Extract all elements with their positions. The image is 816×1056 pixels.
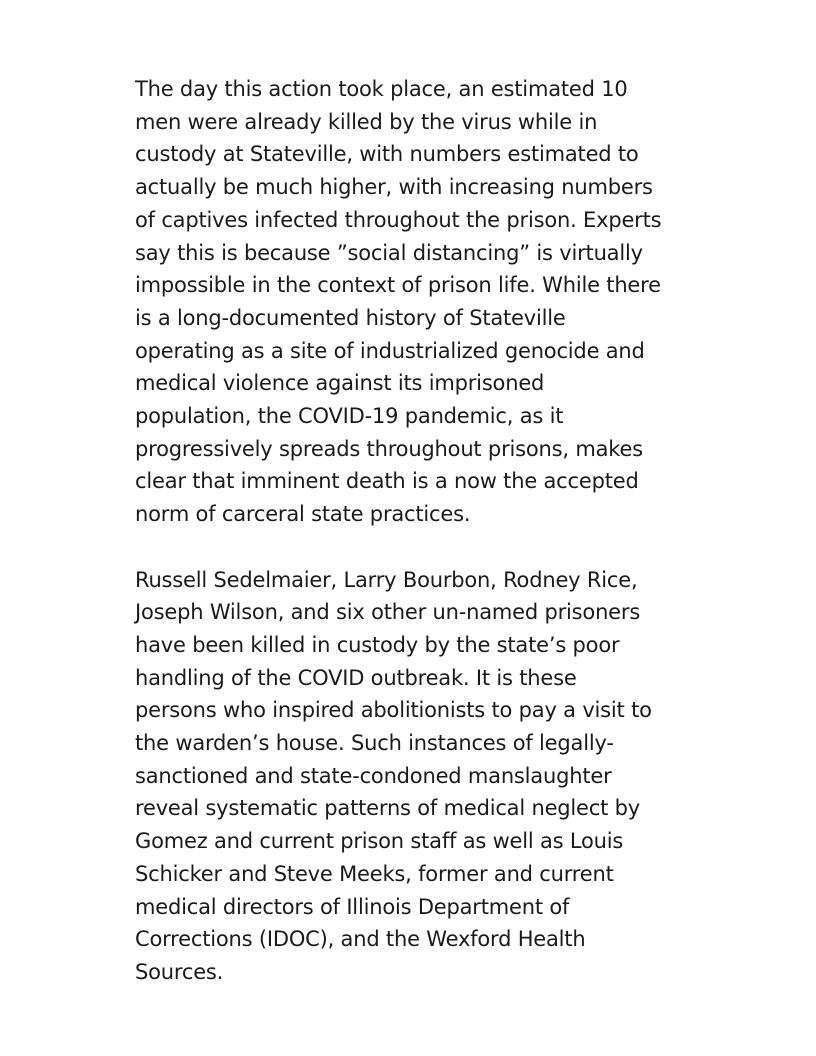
text-line: impossible in the context of prison life. While there <box>135 273 661 298</box>
text-line: is a long-documented history of Stateville <box>135 305 566 330</box>
text-line: persons who inspired abolitionists to pay a visit to <box>135 698 652 723</box>
text-line: medical directors of Illinois Department of <box>135 894 570 919</box>
text-line: sanctioned and state-condoned manslaughter <box>135 763 612 788</box>
text-line: Joseph Wilson, and six other un-named prisoners <box>135 600 641 625</box>
text-line: handling of the COVID outbreak. It is these <box>135 665 577 690</box>
text-line: custody at Stateville, with numbers estimated to <box>135 142 639 167</box>
text-line: clear that imminent death is a now the accepted <box>135 469 639 494</box>
text-line: have been killed in custody by the state’s poor <box>135 632 620 657</box>
text-line: The day this action took place, an estimated 10 <box>135 77 628 101</box>
text-line: men were already killed by the virus while in <box>135 109 598 134</box>
text-line: Russell Sedelmaier, Larry Bourbon, Rodney Rice, <box>135 567 638 592</box>
text-line: Gomez and current prison staff as well as Louis <box>135 829 624 854</box>
text-line: norm of carceral state practices. <box>135 502 471 527</box>
text-line: medical violence against its imprisoned <box>135 371 545 396</box>
text-line: of captives infected throughout the prison. Experts <box>135 207 662 232</box>
text-line: actually be much higher, with increasing numbers <box>135 175 653 200</box>
text-line: operating as a site of industrialized genocide and <box>135 338 645 363</box>
text-line: Schicker and Steve Meeks, former and current <box>135 861 614 886</box>
text-line: the warden’s house. Such instances of legally- <box>135 731 614 756</box>
text-line: Corrections (IDOC), and the Wexford Health <box>135 927 586 952</box>
text-line: say this is because ”social distancing” is virtually <box>135 240 643 265</box>
paragraph-2 <box>135 564 695 989</box>
document-body <box>135 73 695 989</box>
text-line: reveal systematic patterns of medical neglect by <box>135 796 640 821</box>
text-line: population, the COVID-19 pandemic, as it <box>135 404 564 429</box>
paragraph-1 <box>135 73 695 531</box>
text-line: progressively spreads throughout prisons, makes <box>135 436 643 461</box>
text-line: Sources. <box>135 959 224 984</box>
